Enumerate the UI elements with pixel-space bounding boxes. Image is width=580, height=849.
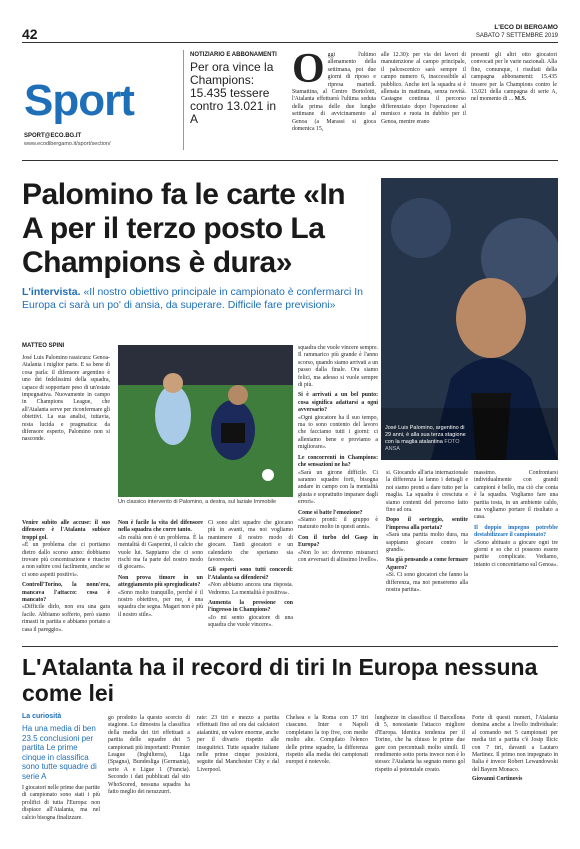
col5-a1: «Ogni giocatore ha il suo tempo, ma io sono contento del lavoro che facciamo tutti i giorni: ci alleniamo bene e proviamo a migliorare». (298, 414, 378, 451)
top-column-2: alle 12.30): per via dei lavori di manutenzione al campo principale, il palcoscenico sarà sempre il campo numero 6, inaccessibile al pubblico. Anche ieri la squadra si è allenata in mattinata, senza novità. Castagne continua il percorso differenziato dopo l'operazione al menisco e ruota in dubbio per il Genoa, mentre erano (381, 52, 466, 125)
deck-label: L'intervista. (22, 286, 81, 298)
col4-a: «Non abbiamo ancora una risposta. Vedremo. La mentalità è positiva». (208, 582, 293, 596)
col4-q: Gli esperti sono tutti concordi: l'Atalanta sa difendersi? (208, 567, 293, 581)
col4-a2: «Io mi sento giocatore di una squadra che vuole vincere». (208, 614, 293, 629)
main-column-1 (22, 355, 110, 444)
notiziario-box (190, 52, 280, 126)
page-number: 42 (22, 26, 38, 42)
main-column-6 (474, 470, 558, 569)
side-caption-text: José Luis Palomino, argentino di 29 anni, è alla sua terza stagione con la maglia atalantina (385, 425, 466, 445)
bottom-author: Giovanni Cortinovis (472, 776, 523, 783)
issue-date: SABATO 7 SETTEMBRE 2019 (475, 33, 558, 39)
palomino-portrait-photo (381, 178, 558, 460)
top-rule (22, 42, 558, 43)
col5-q3: Come si batte l'emozione? (298, 509, 363, 516)
a2: «Difficile dirlo, non era una gara facile. Abbiamo sofferto, però siamo rimasti in partita e abbiamo portato a casa il pareggio». (22, 604, 110, 633)
main-headline: Palomino fa le carte «In A per il terzo posto La Champions è dura» (22, 178, 346, 279)
top-section-rule (22, 160, 558, 161)
notiziario-headline: Per ora vince la Champions: 15.435 tessere contro 13.021 in A (190, 60, 277, 126)
main-column-4 (298, 345, 378, 564)
bottom-col-3: rate: 23 tiri e mezzo a partita effettuati fino ad ora dai calciatori atalantini, un valore enorme, anche per il divario rispetto alle inseguitrici. Tutte squadre italiane nelle prime cinque posizioni, seguite dal Manchester City e dal Liverpool. (197, 715, 279, 773)
vertical-divider (183, 50, 184, 150)
col5-text: squadra che vuole vincere sempre. Il rammarico più grande è l'anno scorso, quando siamo arrivati a un passo dalla finale. Ora siamo felici, ma adesso si vuole sempre di più. (298, 345, 378, 389)
col3-q1: Non è facile la vita del difensore nella squadra che corre tanto. (118, 520, 203, 534)
top-column-3 (471, 52, 557, 104)
top-column-1 (292, 46, 376, 133)
col5-a3: «Siamo pronti: il gruppo è maturato molto in questi anni». (298, 516, 378, 531)
col5-q1: Si è arrivati a un bel punto: cosa significa adattarsi a ogni avversario? (298, 392, 378, 414)
paper-header (476, 24, 558, 40)
dropcap: O (292, 46, 325, 92)
byline: MATTEO SPINI (22, 343, 65, 349)
bottom-col-2: go prodotto la questo scorcio di stagione. Lo dimostra la classifica della media dei tiri effettuati a partita delle squadre dei 5 campionati più importanti: Premier League (Inghilterra), Liga (Spagna), Bundesliga (Germania), serie A e Ligue 1 (Francia). Secondo i dati pubblicati dal sito WhoScored, nessuna squadra ha fatto meglio dei nerazzurri. (108, 715, 190, 796)
section-web[interactable]: www.ecodibergamo.it/sport/section/ (24, 141, 111, 147)
col7-q: Il doppio impegno potrebbe destabilizzare il campionato? (474, 524, 558, 539)
top-col3-text: presenti gli altri otto giocatori convocati per le varie nazionali. Alla fine, comunque, i risultati della campagna abbonamenti: 15.435 tessere per la Champions contro le 13.021 della campagna di serie A, nel momento di ... (471, 52, 557, 103)
col6-a: «Sarà una partita molto dura, ma sappiamo giocare contro le grandi». (386, 532, 468, 554)
col6-text: si. Giocando all'aria internazionale la differenza la fanno i dettagli e noi siamo pronti a dare tutto per la maglia. La squadra è cresciuta e siamo contenti del percorso fatto fino ad ora. (386, 470, 468, 514)
bottom-section-rule (22, 646, 558, 647)
col5-a2: «Sarà un girone difficile. Ci saranno squadre forti, bisogna andare in campo con la mentalità giusta e soprattutto imparare dagli errori». (298, 469, 378, 506)
top-col3-author: M.S. (514, 96, 527, 103)
col6-a2: «Sì. Ci sono giocatori che fanno la differenza, ma noi penseremo alla nostra partita». (386, 572, 468, 594)
palomino-action-photo (118, 345, 293, 497)
col5-a4: «Non lo so: dovremo misurarci con avversari di altissimo livello». (298, 549, 379, 563)
main-column-1b (22, 520, 110, 634)
bottom-col-6 (472, 715, 558, 784)
section-title: Sport (24, 76, 134, 125)
curiosita-text: Ha una media di ben 23.5 conclusioni per partita Le prime cinque in classifica sono tutte squadre di serie A (22, 724, 97, 781)
bottom-headline: L'Atalanta ha il record di tiri In Europa nessuna come lei (22, 654, 538, 706)
col5-q4: Con il turbo del Gasp in Europa? (298, 534, 378, 549)
main-column-3 (208, 520, 293, 630)
col7-a: «Sono abituato a giocare ogni tre giorni e so che ci possono essere partite complicate. Vediamo, intanto ci concentriamo sul Genoa». (474, 539, 558, 568)
a1: «È un problema che ci portiamo dietro dallo scorso anno: dobbiamo trovare più concentrazione e riuscire a non subire così facilmente, anche se ci sono aspetti positivi». (22, 542, 110, 578)
main-column-5 (386, 470, 468, 595)
col3-a2: «Sono molto tranquillo, perché è il nostro obiettivo, per me, è una squadra che segna. Magari non è più il nostro stile». (118, 589, 203, 618)
paper-name: L'ECO DI BERGAMO (494, 24, 558, 31)
col4-q2: Aumenta la pressione con l'ingresso in Champions? (208, 600, 293, 614)
curiosita-label: La curiosità (22, 713, 62, 720)
deck-text: «Il nostro obiettivo principale in campionato è confermarci In Europa ci sarà un po' di ansia, da superare. Difficile fare previsioni» (22, 286, 363, 311)
q2: Controll'Torino, la nonn'era, mancava l'attacco: cosa è mancato? (22, 582, 110, 604)
bottom-col-4: Chelsea e la Roma con 17 tiri ciascuno. Inter e Napoli completano la top five, con medie molto alte. Compilato l'elenco delle prime squadre, la differenza rispetto alla media dei campionati europei è notevole. (286, 715, 368, 766)
q1: Venire subito alle accuse: il suo difensore è l'Atalanta subisce troppi gol. (22, 520, 110, 541)
col6-q2: Sta già pensando a come fermare Aguero? (386, 557, 468, 571)
bottom-col-5: lunghezze in classifica: il Barcellona di 5, nonostante l'attacco migliore d'Europa. Identica tendenza per il Torino, che ha chiuso le prime due gare con percentuali molto simili. Il rendimento sotto porta invece non è lo stesso: l'Atalanta ha segnato meno gol rispetto al potenziale creato. (375, 715, 465, 773)
article-deck (22, 286, 372, 312)
top-col1-text: ggi l'ultimo allenamento della settimana, poi due giorni di riposo e ripresa martedì. Stamattina, al Centro Bortolotti, l'Atalanta effettuerà l'ultima seduta della prima delle due lunghe settimane di avvicinamento al Genoa (a Marassi si gioca domenica 15, (292, 52, 376, 133)
col4-text: Ci sono altri squadre che giocano più in avanti, ma noi vogliamo mantenere il nostro modo di giocare. Tanti giocatori e un calendario che speriamo sia favorevole. (208, 520, 293, 564)
main-column-2 (118, 520, 203, 619)
section-email[interactable]: SPORT@ECO.BG.IT (24, 133, 82, 139)
col6-q: Dopo il sorteggio, sentite l'impresa alla portata? (386, 517, 468, 531)
side-photo-caption (385, 425, 470, 453)
side-caption-credit: FOTO ANSA (385, 439, 460, 452)
col5-q2: Le concorrenti in Champions: che sensazioni ne ha? (298, 454, 378, 469)
notiziario-label: NOTIZIARIO E ABBONAMENTI (190, 52, 277, 58)
action-photo-caption: Un classico intervento di Palomino, a destra, sul laziale Immobile (118, 499, 277, 505)
bottom-col6-text: Forte di questi numeri, l'Atalanta domina anche a livello individuale: al comando nei 5 campionati per media tiri a partita c'è Josip Ilicic con 7 tiri, davanti a Lautaro Martinez. Il primo non impegnato in Italia è invece Robert Lewandowski del Bayern Monaco. (472, 715, 558, 773)
col3-a1: «In realtà non è un problema. È la mentalità di Gasperini, il calcio che vuole lui. Sappiamo che ci sono rischi ma fa parte del nostro modo di giocare». (118, 534, 203, 571)
col3-q2: Non prova timore in un atteggiamento più spregiudicato? (118, 574, 203, 589)
bottom-col-1: I giocatori nelle prime due partite di campionato sono stati i più prolifici di tutta l'Europa: non dispiace all'Atalanta, ma nel calcio bisogna finalizzare. (22, 785, 100, 821)
col7-text: massimo. Confrontarsi individualmente con grandi campioni è bello, ma ciò che conta è la squadra. Vogliamo fare una partita tosta, in un ambiente caldo, ma vogliamo portare il risultato a casa. (474, 470, 558, 521)
col1-text: José Luis Palomino rassicura: Genoa-Atalanta i miglior parte. E sa bene di cosa parla: il difensore argentino è uno dei fedelissimi della squadra, capace di sopportare peso di un'estate impegnativa. Nuovamente in campo in Champions League, che all'Atalanta serve per riconfermare gli obiettivi. La sua analisi, tuttavia, resta lucida e pragmatica: da difensore esperto, Palomino non si nasconde. (22, 355, 110, 443)
